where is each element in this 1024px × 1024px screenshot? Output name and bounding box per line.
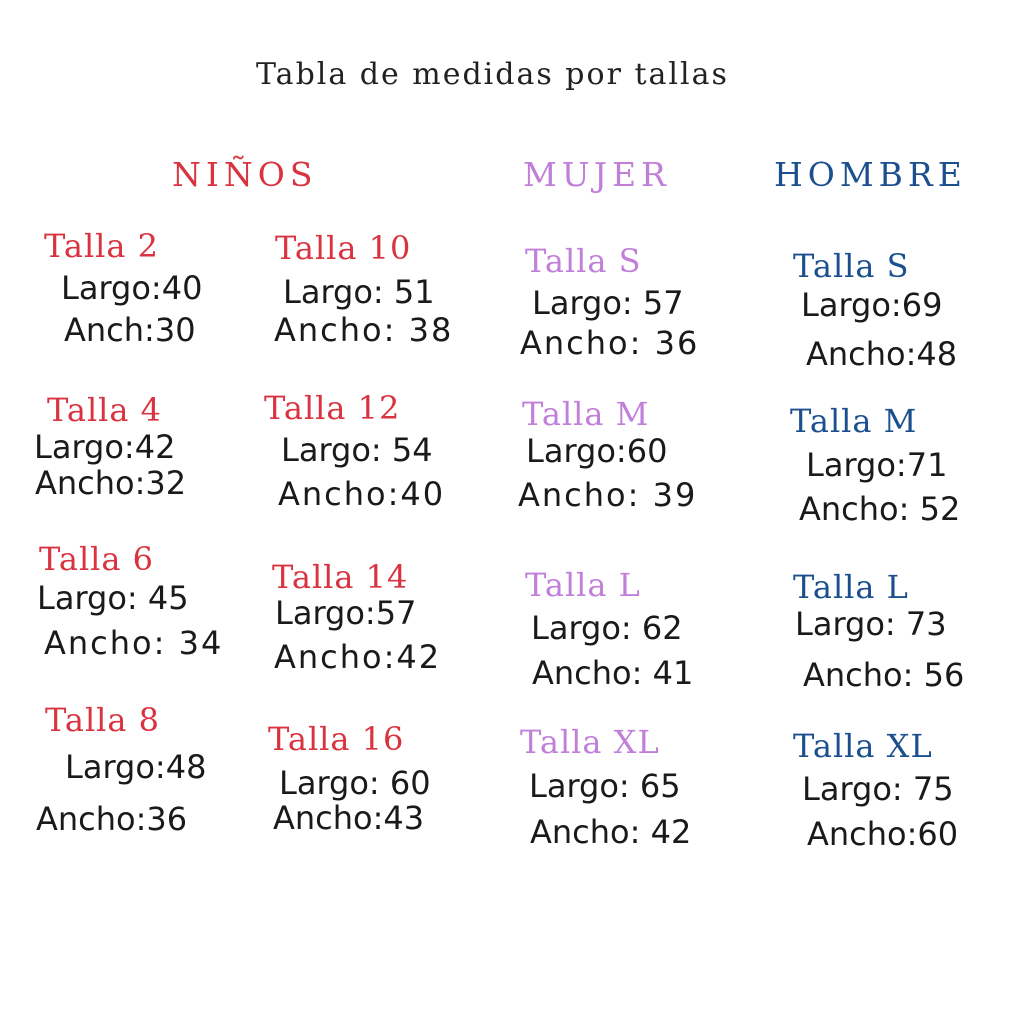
largo-hombre-m: Largo:71 bbox=[806, 446, 948, 484]
ancho-hombre-l: Ancho: 56 bbox=[803, 656, 965, 694]
ancho-mujer-xl: Ancho: 42 bbox=[530, 813, 692, 851]
largo-mujer-s: Largo: 57 bbox=[532, 284, 684, 322]
size-label-ninos-14: Talla 14 bbox=[272, 558, 409, 596]
size-label-ninos-4: Talla 4 bbox=[47, 391, 163, 429]
size-label-mujer-xl: Talla XL bbox=[520, 723, 660, 761]
size-label-mujer-m: Talla M bbox=[522, 395, 650, 433]
largo-hombre-xl: Largo: 75 bbox=[802, 770, 954, 808]
ancho-ninos-4: Ancho:32 bbox=[35, 464, 187, 502]
largo-ninos-6: Largo: 45 bbox=[37, 579, 189, 617]
largo-mujer-m: Largo:60 bbox=[526, 432, 668, 470]
size-label-ninos-8: Talla 8 bbox=[45, 701, 161, 739]
largo-mujer-l: Largo: 62 bbox=[531, 609, 683, 647]
page-title: Tabla de medidas por tallas bbox=[256, 57, 729, 92]
size-label-hombre-xl: Talla XL bbox=[793, 727, 933, 765]
ancho-ninos-6: Ancho: 34 bbox=[44, 624, 224, 662]
ancho-hombre-m: Ancho: 52 bbox=[799, 490, 961, 528]
size-label-ninos-16: Talla 16 bbox=[268, 720, 405, 758]
section-heading-mujer: MUJER bbox=[523, 155, 671, 194]
largo-ninos-12: Largo: 54 bbox=[281, 431, 433, 469]
ancho-ninos-8: Ancho:36 bbox=[36, 800, 188, 838]
ancho-hombre-xl: Ancho:60 bbox=[807, 815, 959, 853]
ancho-mujer-s: Ancho: 36 bbox=[520, 324, 700, 362]
ancho-ninos-10: Ancho: 38 bbox=[274, 311, 454, 349]
size-label-hombre-m: Talla M bbox=[790, 402, 918, 440]
size-label-ninos-10: Talla 10 bbox=[275, 229, 412, 267]
largo-mujer-xl: Largo: 65 bbox=[529, 767, 681, 805]
largo-ninos-4: Largo:42 bbox=[34, 428, 176, 466]
section-heading-ninos: NIÑOS bbox=[172, 155, 318, 194]
size-label-ninos-2: Talla 2 bbox=[44, 227, 160, 265]
size-label-ninos-12: Talla 12 bbox=[264, 389, 401, 427]
size-label-mujer-s: Talla S bbox=[525, 242, 642, 280]
largo-ninos-14: Largo:57 bbox=[275, 594, 417, 632]
largo-ninos-8: Largo:48 bbox=[65, 748, 207, 786]
largo-hombre-s: Largo:69 bbox=[801, 286, 943, 324]
size-label-hombre-s: Talla S bbox=[793, 247, 910, 285]
ancho-ninos-14: Ancho:42 bbox=[274, 638, 442, 676]
size-label-hombre-l: Talla L bbox=[793, 568, 909, 606]
largo-ninos-2: Largo:40 bbox=[61, 269, 203, 307]
largo-hombre-l: Largo: 73 bbox=[795, 605, 947, 643]
size-label-mujer-l: Talla L bbox=[525, 566, 641, 604]
section-heading-hombre: HOMBRE bbox=[774, 155, 967, 194]
size-label-ninos-6: Talla 6 bbox=[39, 540, 155, 578]
ancho-ninos-16: Ancho:43 bbox=[273, 799, 425, 837]
ancho-ninos-2: Anch:30 bbox=[64, 311, 196, 349]
ancho-mujer-m: Ancho: 39 bbox=[518, 476, 698, 514]
largo-ninos-16: Largo: 60 bbox=[279, 764, 431, 802]
ancho-ninos-12: Ancho:40 bbox=[278, 475, 446, 513]
ancho-hombre-s: Ancho:48 bbox=[806, 335, 958, 373]
ancho-mujer-l: Ancho: 41 bbox=[532, 654, 694, 692]
largo-ninos-10: Largo: 51 bbox=[283, 273, 435, 311]
